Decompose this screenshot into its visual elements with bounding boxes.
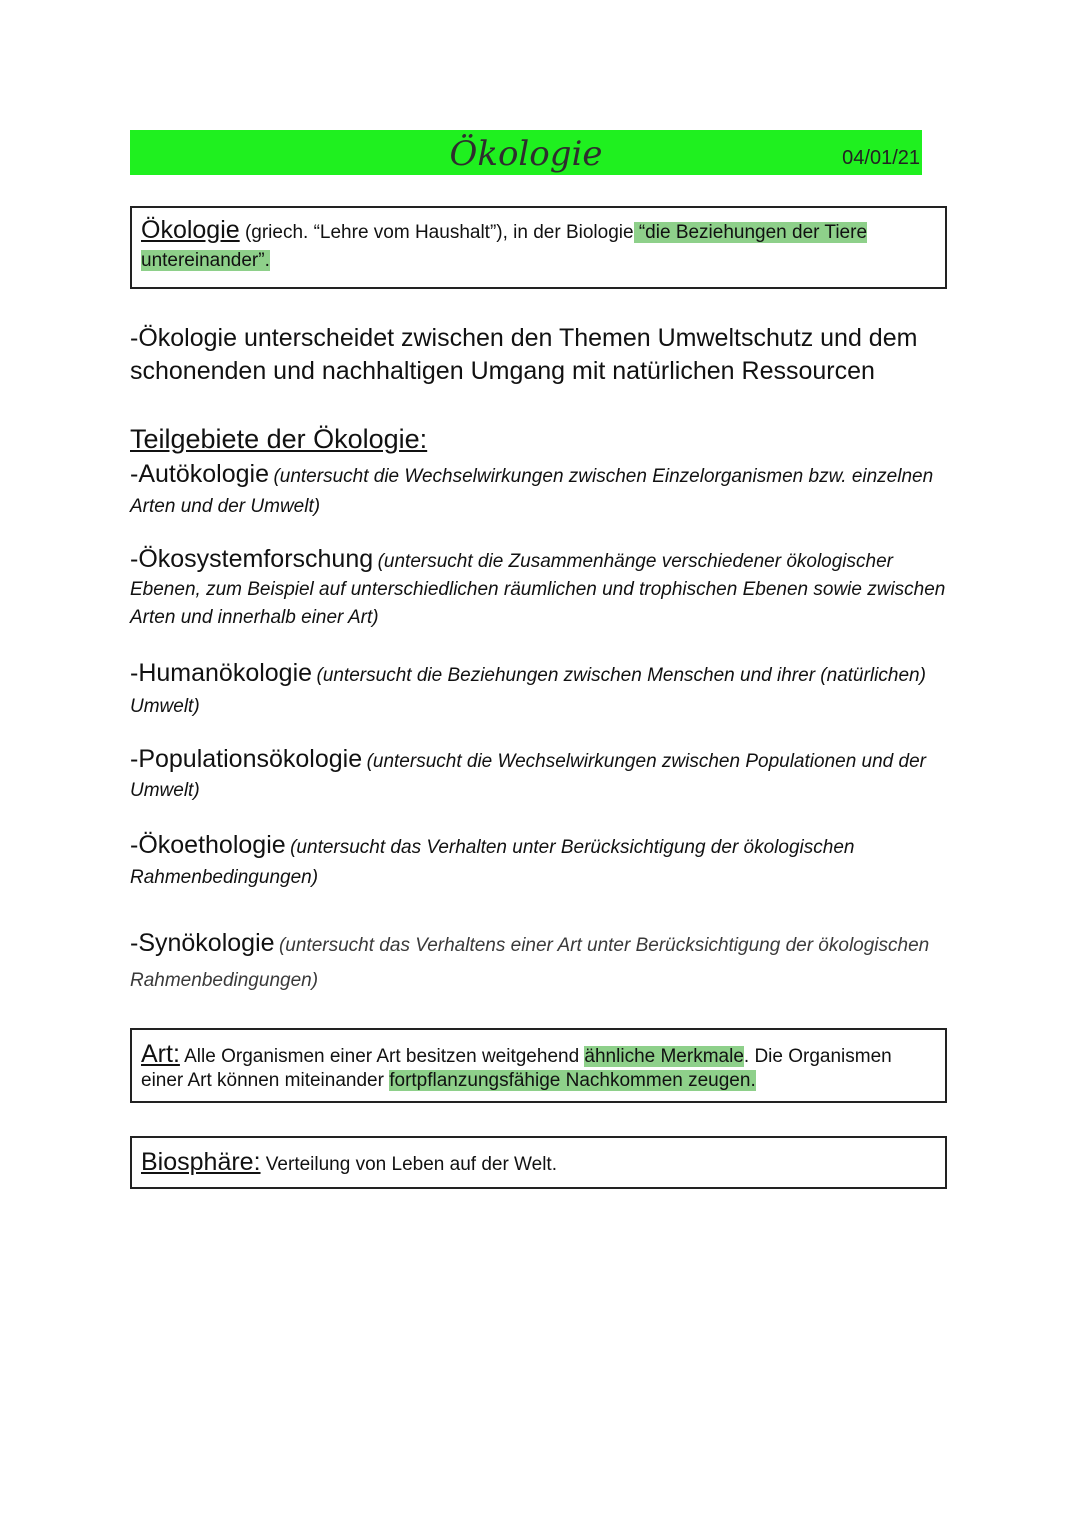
subfield-name: -Ökoethologie: [130, 831, 286, 859]
intro-paragraph: -Ökologie unterscheidet zwischen den Themen Umweltschutz und dem schonenden und nachhaltigen Umgang mit natürlichen Ressourcen: [130, 324, 918, 385]
subfield-item: [130, 926, 950, 999]
definition-highlight: “die Beziehungen der Tiere untereinander”.: [141, 222, 868, 271]
subfield-item: [130, 546, 950, 632]
art-term: Art:: [141, 1040, 180, 1068]
subfields-heading: Teilgebiete der Ökologie:: [130, 424, 428, 454]
page-title: Ökologie: [449, 134, 603, 174]
art-text: Alle Organismen einer Art besitzen weitgehend: [179, 1046, 585, 1067]
art-text: . Die Organismen einer Art können miteinander: [141, 1046, 892, 1091]
subfield-description: (untersucht das Verhaltens einer Art unter Berücksichtigung der ökologischen Rahmenbedingungen): [130, 935, 930, 991]
subfield-name: -Populationsökologie: [130, 745, 363, 773]
subfield-description: (untersucht die Zusammenhänge verschiedener ökologischer Ebenen, zum Beispiel auf unterschiedlichen räumlichen und trophischen Ebenen sowie zwischen Arten und innerhalb einer Art): [130, 551, 946, 628]
subfield-item: [130, 831, 950, 893]
title-banner: [130, 130, 922, 175]
subfield-name: -Synökologie: [130, 929, 275, 957]
subfield-item: [130, 745, 950, 806]
subfield-description: (untersucht die Beziehungen zwischen Menschen und ihrer (natürlichen) Umwelt): [130, 665, 926, 717]
definition-box: [130, 206, 947, 289]
subfield-name: -Ökosystemforschung: [130, 545, 374, 573]
biosphaere-term: Biosphäre:: [141, 1148, 261, 1176]
subfield-description: (untersucht die Wechselwirkungen zwischen Einzelorganismen bzw. einzelnen Arten und der Umwelt): [130, 466, 934, 517]
biosphaere-text: Verteilung von Leben auf der Welt.: [260, 1154, 557, 1175]
subfield-name: -Humanökologie: [130, 659, 313, 687]
subfield-item: [130, 460, 950, 522]
subfield-description: (untersucht die Wechselwirkungen zwischen Populationen und der Umwelt): [130, 751, 926, 801]
art-highlight: ähnliche Merkmale: [584, 1046, 744, 1067]
definition-text: (griech. “Lehre vom Haushalt”), in der Biologie: [239, 222, 634, 243]
date-label: 04/01/21: [842, 147, 920, 169]
art-highlight: fortpflanzungsfähige Nachkommen zeugen.: [389, 1070, 756, 1091]
subfield-name: -Autökologie: [130, 460, 269, 488]
subfield-item: [130, 658, 950, 723]
biosphaere-definition-box: [130, 1136, 947, 1189]
art-definition-box: [130, 1028, 947, 1103]
subfield-description: (untersucht das Verhalten unter Berücksichtigung der ökologischen Rahmenbedingungen): [130, 837, 855, 888]
definition-term: Ökologie: [141, 216, 240, 244]
